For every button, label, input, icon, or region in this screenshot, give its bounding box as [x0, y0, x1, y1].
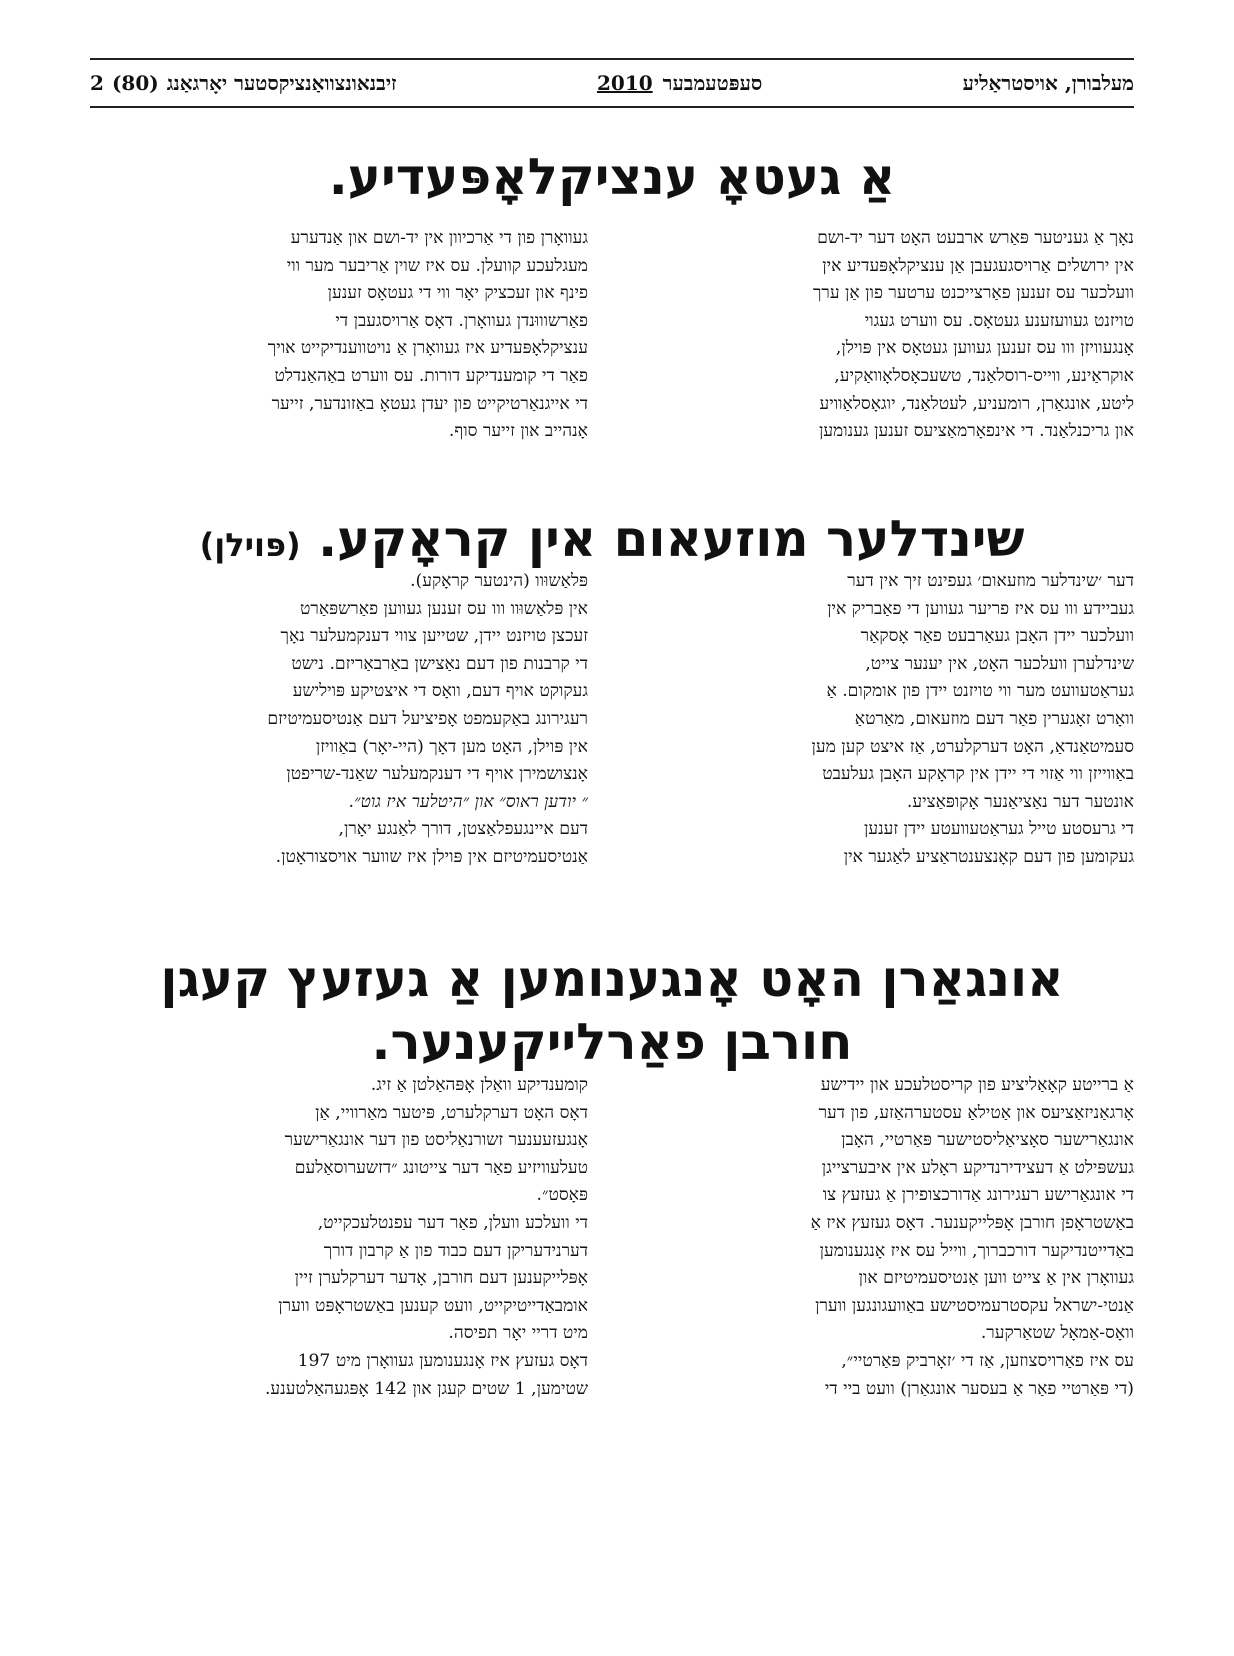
text-line: שטימען, 1 שטים קעגן און 142 אָפּגעהאַלטענע.: [264, 1378, 588, 1399]
text-line: אין פּלאַשוּוו ווו עס זענען געווען פאַרשפּאַרט: [300, 598, 588, 619]
text-line: ענציקלאָפּעדיע איז געוואָרן אַ נויטווענדיקייט אויך: [267, 338, 588, 359]
text-line: וואָרט זאָגערין פאַר דעם מוזעאום, מאַרטאַ: [854, 708, 1134, 729]
header-month: סעפּטעמבער: [662, 70, 763, 95]
article-3-right-column: [646, 1072, 1134, 1403]
headline-schindler-museum: [90, 512, 1134, 566]
text-line: אַנטי-ישראל עקסטרעמיסטישע באַוועגונגען ווערן: [815, 1295, 1134, 1316]
text-line: געביידע ווו עס איז פריער געווען די פאַבריק אין: [827, 598, 1134, 619]
text-line: (די פּאַרטיי פאַר אַ בעסער אונגאַרן) וועט ביי די: [824, 1378, 1134, 1399]
headline-line-1: אונגאַרן האָט אָנגענומען אַ געזעץ קעגן: [160, 950, 1064, 1008]
text-line: באַווייזן ווי אַזוי די יידן אין קראָקע האָבן געלעבט: [822, 764, 1134, 785]
text-line: די גרעסטע טייל געראַטעוועטע יידן זענען: [863, 819, 1134, 840]
text-line: אַנטיסעמיטיזם אין פּוילן איז שווער אויסצוראָטן.: [275, 846, 588, 867]
text-line: קומענדיקע וואַלן אָפּהאַלטן אַ זיג.: [370, 1075, 588, 1095]
text-line: פינף און זעכציק יאָר ווי די געטאָס זענען: [327, 283, 588, 304]
text-line: אָנגעוויזן ווו עס זענען געווען געטאָס אין פּוילן,: [835, 338, 1134, 359]
text-line: פּאָסט״.: [536, 1185, 588, 1206]
header-bottom-rule: [90, 106, 1134, 108]
text-line: דערנידעריקן דעם כבוד פון אַ קרבון דורך: [323, 1240, 588, 1261]
text-line: און גריכנלאַנד. די אינפאָרמאַציעס זענען גענומען: [818, 421, 1134, 442]
header-year: 2010: [596, 71, 653, 95]
text-line: אָפּלייקענען דעם חורבן, אָדער דערקלערן זיין: [294, 1268, 588, 1289]
header-issue: (80): [111, 71, 159, 95]
header-publication-info: [90, 71, 397, 96]
text-line: וועלכער יידן האָבן געאַרבעט פאַר אָסקאַר: [860, 626, 1134, 647]
text-line: געראַטעוועט מער ווי טויזנט יידן פון אומקום. אַ: [826, 681, 1134, 702]
text-line: געשפּילט אַ דעצידירנדיקע ראָלע אין איבערצייגן: [821, 1157, 1134, 1178]
text-line: געוואָרן פון די אַרכיוון אין יד-ושם און אַנדערע: [290, 228, 588, 248]
text-line: דאָס האָט דערקלערט, פּיטער מאַרוויי, אַן: [315, 1102, 588, 1123]
text-line: באַשטראָפן חורבן אָפּלייקענער. דאָס געזעץ איז אַ: [810, 1212, 1134, 1233]
article-1-left-column: [100, 225, 588, 446]
headline-hungary-law: [90, 948, 1134, 1073]
text-line: באַדייטנדיקער דורכברוך, ווייל עס איז אָנגענומען: [819, 1240, 1134, 1261]
text-line: די וועלכע וועלן, פאַר דער עפנטלעכקייט,: [317, 1212, 588, 1233]
text-line: אָנגעזעענער זשורנאַליסט פון דער אונגאַרישער: [284, 1130, 588, 1151]
text-line: אונטער דער נאַציאַנער אָקופּאַציע.: [906, 791, 1134, 812]
article-ghetto-encyclopedia: [100, 225, 1134, 446]
text-line: מעגלעכע קוועלן. עס איז שוין אַריבער מער ווי: [286, 255, 588, 276]
text-line: טויזנט געוועזענע געטאָס. עס ווערט געגוי: [864, 310, 1134, 331]
text-line: דער ׳שינדלער מוזעאום׳ געפינט זיך אין דער: [847, 571, 1134, 591]
text-line: טעלעוויזיע פאַר דער צייטונג ״דזשערוסאַלעם: [294, 1157, 588, 1178]
article-hungary-law: [100, 1072, 1134, 1403]
headline-ghetto-encyclopedia: אַ געטאָ ענציקלאָפּעדיע.: [328, 148, 896, 206]
text-line: ליטע, אונגאַרן, רומעניע, לעטלאַנד, יוגאָסלאַוויע: [819, 393, 1134, 414]
text-line: פּלאַשוּוו (הינטער קראָקע).: [410, 571, 588, 591]
text-line: רעגירונג באַקעמפט אָפיציעל דעם אַנטיסעמיטיזם: [267, 708, 588, 729]
text-line: שינדלערן וועלכער האָט, אין יענער צייט,: [865, 653, 1134, 674]
header-publication: זיבנאונצוואַנציקסטער יאָרגאַנג: [166, 70, 397, 95]
text-line: די אונגאַרישע רעגירונג אַדורכצופירן אַ געזעץ צו: [822, 1185, 1134, 1206]
header-top-rule: [90, 58, 1134, 60]
text-line: אומבאַדייטיקייט, וועט קענען באַשטראָפּט ווערן: [278, 1295, 588, 1316]
article-3-left-column: [100, 1072, 588, 1403]
header-page-number: 2: [90, 71, 104, 95]
text-line: נאָך אַ געניטער פּאַרש ארבעט האָט דער יד-ושם: [817, 228, 1134, 248]
text-line: פאַרשוווּנדן געוואָרן. דאָס אַרויסגעבן די: [335, 310, 588, 331]
text-line: דאָס געזעץ איז אָנגענומען געוואָרן מיט 197: [297, 1350, 588, 1371]
article-2-left-column: [100, 568, 588, 872]
text-line: מיט דריי יאָר תפיסה.: [448, 1323, 588, 1344]
text-line: אָנהייב און זייער סוף.: [448, 421, 588, 442]
text-line: די אייגנאַרטיקייט פון יעדן געטאָ באַזונדער, זייער: [271, 393, 588, 414]
article-2-right-column: [646, 568, 1134, 872]
text-line: עס איז פאַרויסצוזען, אַז די ׳זאָרביק פּאַרטיי״,: [841, 1350, 1134, 1371]
page-header: [90, 66, 1134, 100]
text-line: אין פּוילן, האָט מען דאָך (היי-יאָר) באַוויזן: [315, 736, 588, 757]
headline-country-note: (פּוילן): [199, 526, 301, 564]
article-schindler-museum: [100, 568, 1134, 872]
text-line: סעמיטאַנדאַ, האָט דערקלערט, אַז איצט קען מען: [811, 736, 1134, 757]
text-line: אונגאַרישער סאָציאַליסטישער פּאַרטיי, האָבן: [841, 1130, 1134, 1151]
text-line: אָרגאַניזאַציעס און אַטילאַ עסטערהאַזע, פון דער: [818, 1102, 1134, 1123]
text-line: וואָס-אַמאָל שטאַרקער.: [980, 1323, 1134, 1344]
text-line: געקומען פון דעם קאָנצענטראַציע לאַגער אין: [843, 846, 1134, 867]
text-line: געקוקט אויף דעם, וואָס די איצטיקע פּוילישע: [292, 681, 588, 702]
header-place: מעלבורן, אויסטראַליע: [962, 70, 1134, 95]
text-line: אוקראַינע, ווייס-רוסלאַנד, טשעכאָסלאָוואַקיע,: [834, 365, 1134, 386]
text-line: אַ ברייטע קאָאַליציע פון קריסטלעכע און יידישע: [820, 1075, 1134, 1095]
article-1-right-column: [646, 225, 1134, 446]
headline-line-2: חורבן פאַרלייקענער.: [371, 1012, 853, 1071]
text-line: דעם איינגעפלאַצטן, דורך לאַנגע יאָרן,: [338, 819, 588, 840]
text-line: אין ירושלים אַרויסגעגעבן אַן ענציקלאָפּעדיע אין: [822, 255, 1134, 276]
text-line: געוואָרן אין אַ צייט ווען אַנטיסעמיטיזם און: [858, 1268, 1134, 1289]
text-line: זעכצן טויזנט יידן, שטייען צווי דענקמעלער נאָך: [280, 626, 588, 647]
text-line: פאַר די קומענדיקע דורות. עס ווערט באַהאַנדלט: [274, 365, 588, 386]
text-line: די קרבנות פון דעם נאַצישן באַרבאַריזם. נישט: [291, 653, 588, 674]
header-date: [597, 71, 762, 96]
headline-main-text: שינדלער מוזעאום אין קראָקע.: [318, 510, 1025, 568]
text-line: וועלכער עס זענען פאַרצייכנט ערטער פון אַן ערך: [812, 283, 1134, 304]
text-line-quote: ״ יודען ראוס״ און ״היטלער איז גוט״.: [348, 791, 588, 812]
text-line: אָנצושמירן אויף די דענקמעלער שאַנד-שריפטן: [286, 764, 588, 785]
